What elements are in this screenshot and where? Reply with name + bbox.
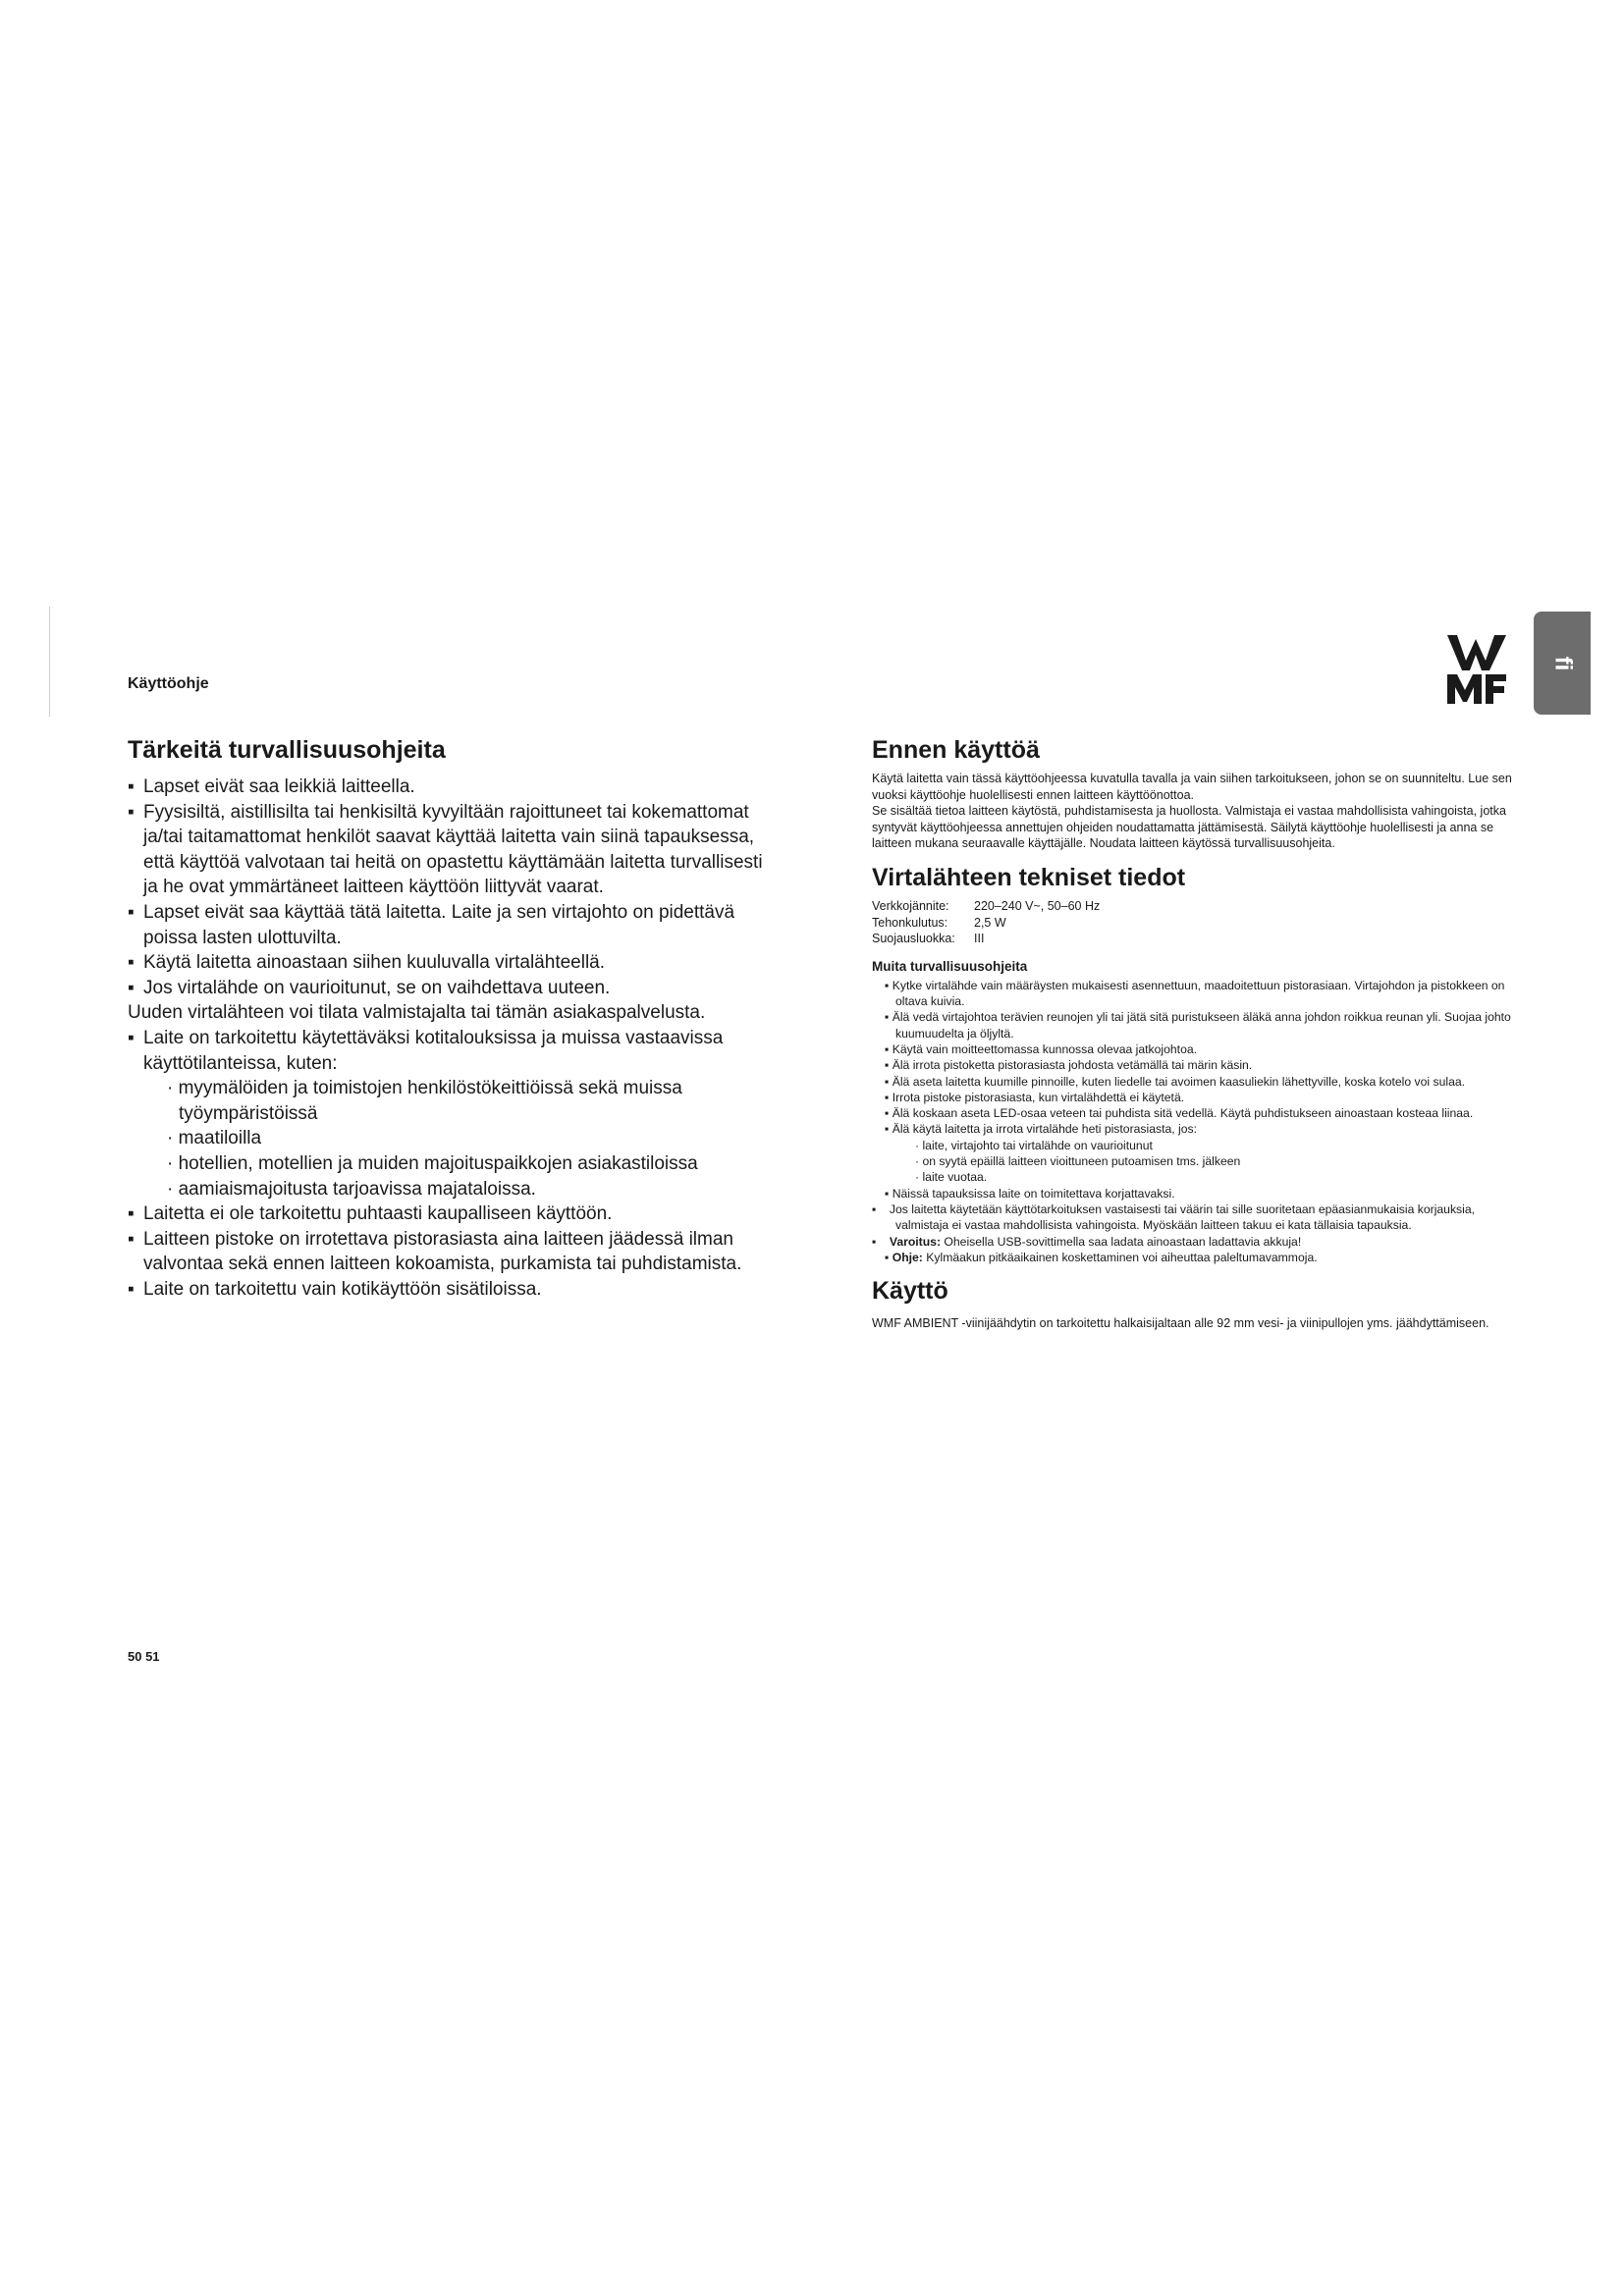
- list-item: ▪ Laite on tarkoitettu käytettäväksi kotitalouksissa ja muissa vastaavissa käyttötilanteissa, kuten:: [128, 1027, 724, 1074]
- usage-text: WMF AMBIENT -viinijäähdytin on tarkoitettu halkaisijaltaan alle 92 mm vesi- ja viinipullojen yms. jäähdyttämiseen.: [872, 1316, 1489, 1331]
- list-item: ▪ Älä koskaan aseta LED-osaa veteen tai puhdista sitä vedellä. Käytä puhdistukseen ainoastaan kosteaa liinaa.: [885, 1106, 1474, 1121]
- tech-specs-heading: Virtalähteen tekniset tiedot: [872, 863, 1186, 891]
- note-item: ▪ Ohje: Kylmäakun pitkäaikainen koskettaminen voi aiheuttaa paleltumavammoja.: [885, 1250, 1318, 1264]
- list-item: ▪ Laite on tarkoitettu vain kotikäyttöön sisätiloissa.: [128, 1278, 542, 1300]
- list-item: ▪ Käytä laitetta ainoastaan siihen kuuluvalla virtalähteellä.: [128, 952, 606, 974]
- spec-row: Verkkojännite: 220–240 V~, 50–60 Hz: [872, 898, 1101, 913]
- spec-row: Tehonkulutus: 2,5 W: [872, 915, 1006, 930]
- list-item: ▪ Älä irrota pistoketta pistorasiasta johdosta vetämällä tai märin käsin.: [885, 1058, 1253, 1073]
- sub-list-item: · maatiloilla: [167, 1128, 262, 1149]
- list-item: ▪ Irrota pistoke pistorasiasta, kun virtalähdettä ei käytetä.: [885, 1090, 1185, 1104]
- list-item: ▪ Näissä tapauksissa laite on toimitettava korjattavaksi.: [885, 1186, 1175, 1201]
- before-use-text-2: Se sisältää tietoa laitteen käytöstä, puhdistamisesta ja huollosta. Valmistaja ei vastaa mahdollisista vahingoista, jotka syntyvät käyttöohjeessa annettujen ohjeiden noudattamatta jättämisestä. Säilytä käyttöohje huolellisesti ja anna se laitteen mukana seuraavalle käyttäjälle. Noudata laitteen käytössä turvallisuusohjeita.: [872, 804, 1506, 851]
- wmf-logo-icon: [1445, 633, 1508, 706]
- list-item: ▪ Jos laitetta käytetään käyttötarkoituksen vastaisesti tai väärin tai sille suoritetaan epäasianmukaisia korjauksia, valmistaja ei vastaa mahdollisista vahingoista. Myöskään laitteen takuu ei kata tällaisia tapauksia.: [872, 1201, 1476, 1233]
- usage-heading: Käyttö: [872, 1277, 948, 1306]
- list-item: ▪ Älä käytä laitetta ja irrota virtalähde heti pistorasiasta, jos:: [885, 1122, 1197, 1137]
- sub-list-item: · myymälöiden ja toimistojen henkilöstökeittiöissä sekä muissa työympäristöissä: [167, 1078, 682, 1124]
- spec-row: Suojausluokka: III: [872, 932, 985, 946]
- list-item: ▪ Lapset eivät saa leikkiä laitteella.: [128, 776, 415, 797]
- safety-instructions-section: [128, 736, 776, 1302]
- list-item: ▪ Fyysisiltä, aistillisilta tai henkisiltä kyvyiltään rajoittuneet tai kokemattomat ja/tai taitamattomat henkilöt saavat käyttää laitetta vain siinä tapauksessa, että käyttöä valvotaan tai heitä on opastettu käyttämään laitetta turvallisesti ja he ovat ymmärtäneet laitteen käyttöön liittyvät vaarat.: [128, 801, 763, 898]
- list-item: ▪ Jos virtalähde on vaurioitunut, se on vaihdettava uuteen.: [128, 977, 611, 998]
- before-use-heading: Ennen käyttöä: [872, 736, 1040, 764]
- warning-item: ▪ Varoitus: Oheisella USB-sovittimella saa ladata ainoastaan ladattavia akkuja!: [872, 1234, 1302, 1249]
- list-item: ▪ Älä vedä virtajohtoa terävien reunojen yli tai jätä sitä puristukseen äläkä anna johdon roikkua reunan yli. Suojaa johto kuumuudelta ja öljyltä.: [885, 1010, 1511, 1041]
- list-item: ▪ Kytke virtalähde vain määräysten mukaisesti asennettuun, maadoitettuun pistorasiaan. Virtajohdon ja pistokkeen on oltava kuivia.: [885, 978, 1505, 1009]
- other-safety-heading: Muita turvallisuusohjeita: [872, 958, 1028, 974]
- language-tab-label: fi: [1548, 656, 1576, 670]
- list-item: ▪ Laitetta ei ole tarkoitettu puhtaasti kaupalliseen käyttöön.: [128, 1203, 613, 1225]
- language-tab[interactable]: [1534, 612, 1591, 715]
- continuation-text: Uuden virtalähteen voi tilata valmistajalta tai tämän asiakaspalvelusta.: [128, 1002, 706, 1024]
- before-use-text: Käytä laitetta vain tässä käyttöohjeessa kuvatulla tavalla ja vain siihen tarkoitukseen, johon se on suunniteltu. Lue sen vuoksi käyttöohje huolellisesti ennen laitteen käyttöönottoa.: [872, 772, 1512, 802]
- right-column: [872, 736, 1520, 1332]
- sub-list-item: · on syytä epäillä laitteen vioittuneen putoamisen tms. jälkeen: [915, 1154, 1241, 1169]
- list-item: ▪ Käytä vain moitteettomassa kunnossa olevaa jatkojohtoa.: [885, 1041, 1198, 1056]
- list-item: ▪ Lapset eivät saa käyttää tätä laitetta. Laite ja sen virtajohto on pidettävä poissa lasten ulottuvilta.: [128, 901, 735, 948]
- margin-rule: [49, 607, 50, 717]
- header-title: Käyttöohje: [128, 675, 209, 692]
- list-item: ▪ Laitteen pistoke on irrotettava pistorasiasta aina laitteen jäädessä ilman valvontaa sekä ennen laitteen kokoamista, purkamista tai puhdistamista.: [128, 1228, 742, 1275]
- page-numbers: 50 51: [128, 1649, 160, 1664]
- sub-list-item: · aamiaismajoitusta tarjoavissa majataloissa.: [167, 1178, 536, 1200]
- sub-list-item: · hotellien, motellien ja muiden majoituspaikkojen asiakastiloissa: [167, 1152, 698, 1174]
- safety-heading: Tärkeitä turvallisuusohjeita: [128, 736, 446, 764]
- list-item: ▪ Älä aseta laitetta kuumille pinnoille, kuten liedelle tai avoimen kaasuliekin lähettyville, koska kotelo voi sulaa.: [885, 1074, 1466, 1089]
- sub-list-item: · laite, virtajohto tai virtalähde on vaurioitunut: [915, 1138, 1153, 1152]
- sub-list-item: · laite vuotaa.: [915, 1170, 988, 1185]
